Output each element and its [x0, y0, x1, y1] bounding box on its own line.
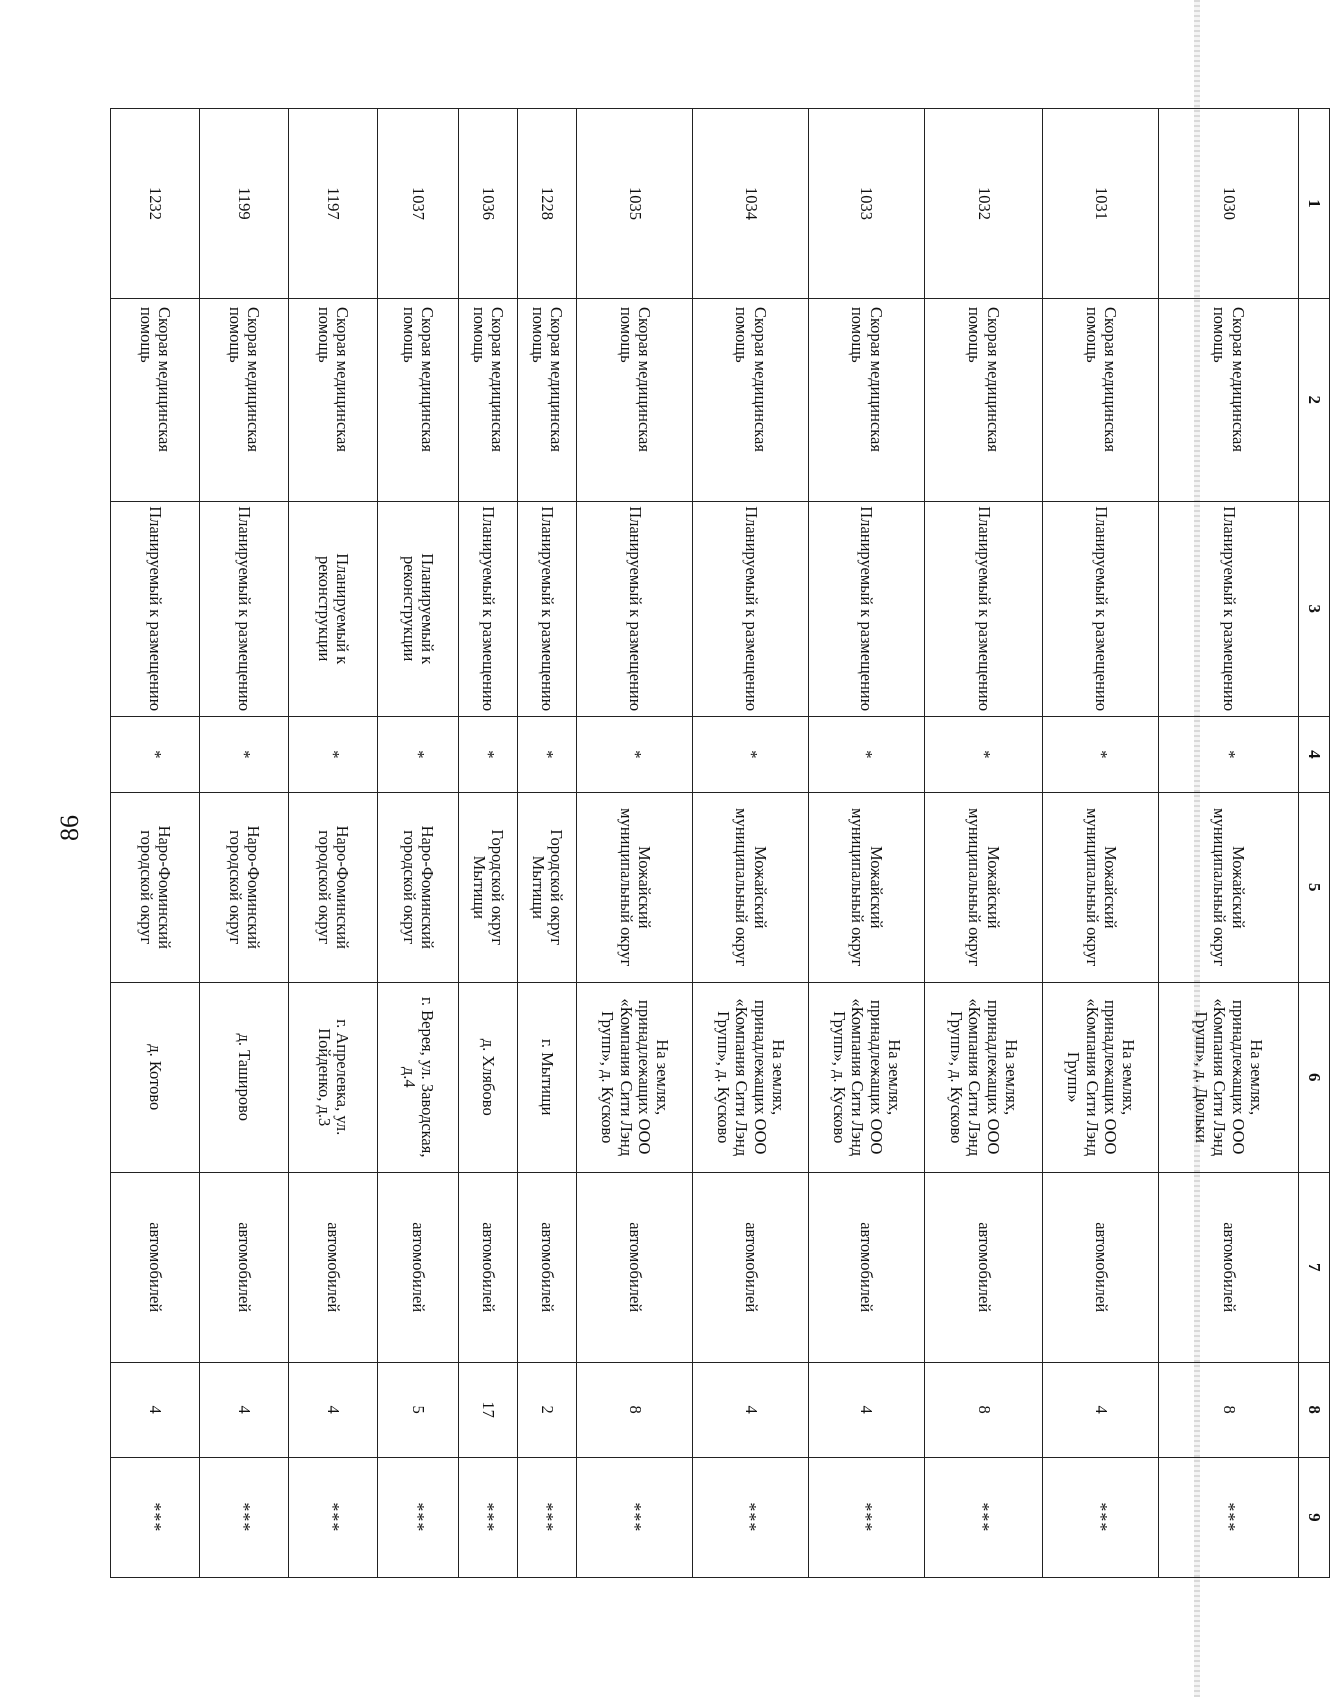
facility-type-cell: Скорая медицинская помощь [288, 298, 377, 501]
facilities-table [110, 108, 1330, 1578]
note-stars-cell: *** [577, 1457, 693, 1577]
municipality-cell: Наро-Фоминский городской округ [288, 792, 377, 982]
table-row [458, 109, 517, 1578]
header-cell-2: 2 [1299, 298, 1330, 501]
vehicle-count-cell: 4 [1043, 1362, 1159, 1457]
note-stars-cell: *** [692, 1457, 808, 1577]
row-number-cell: 1032 [924, 109, 1043, 299]
unit-cell: автомобилей [692, 1172, 808, 1362]
facility-status-cell: Планируемый к реконструкции [377, 501, 458, 716]
municipality-cell: Наро-Фоминский городской округ [199, 792, 288, 982]
municipality-cell: Можайский муниципальный округ [808, 792, 924, 982]
facility-type-cell: Скорая медицинская помощь [808, 298, 924, 501]
vehicle-count-cell: 4 [808, 1362, 924, 1457]
header-cell-6: 6 [1299, 982, 1330, 1172]
municipality-cell: Наро-Фоминский городской округ [111, 792, 200, 982]
note-stars-cell: *** [458, 1457, 517, 1577]
row-number-cell: 1036 [458, 109, 517, 299]
municipality-cell: Можайский муниципальный округ [1158, 792, 1298, 982]
note-stars-cell: *** [1043, 1457, 1159, 1577]
vehicle-count-cell: 8 [1158, 1362, 1298, 1457]
location-cell: На землях, принадлежащих ООО «Компания Сити Лэнд Групп», д. Кусково [808, 982, 924, 1172]
note-stars-cell: *** [288, 1457, 377, 1577]
note-stars-cell: *** [924, 1457, 1043, 1577]
vehicle-count-cell: 4 [111, 1362, 200, 1457]
municipality-cell: Можайский муниципальный округ [924, 792, 1043, 982]
municipality-cell: Наро-Фоминский городской округ [377, 792, 458, 982]
facility-status-cell: Планируемый к реконструкции [288, 501, 377, 716]
header-cell-7: 7 [1299, 1172, 1330, 1362]
table-row [517, 109, 576, 1578]
facility-type-cell: Скорая медицинская помощь [199, 298, 288, 501]
facility-status-cell: Планируемый к размещению [692, 501, 808, 716]
row-number-cell: 1034 [692, 109, 808, 299]
facility-status-cell: Планируемый к размещению [1043, 501, 1159, 716]
location-cell: г. Мытищи [517, 982, 576, 1172]
row-number-cell: 1199 [199, 109, 288, 299]
vehicle-count-cell: 5 [377, 1362, 458, 1457]
row-number-cell: 1037 [377, 109, 458, 299]
table-row [377, 109, 458, 1578]
table-row [288, 109, 377, 1578]
facility-status-cell: Планируемый к размещению [1158, 501, 1298, 716]
location-cell: д. Котово [111, 982, 200, 1172]
vehicle-count-cell: 4 [288, 1362, 377, 1457]
facility-type-cell: Скорая медицинская помощь [692, 298, 808, 501]
note-stars-cell: *** [1158, 1457, 1298, 1577]
municipality-cell: Можайский муниципальный округ [1043, 792, 1159, 982]
note-stars-cell: *** [808, 1457, 924, 1577]
municipality-cell: Городской округ Мытищи [458, 792, 517, 982]
vehicle-count-cell: 8 [924, 1362, 1043, 1457]
municipality-cell: Городской округ Мытищи [517, 792, 576, 982]
header-cell-4: 4 [1299, 716, 1330, 792]
header-cell-1: 1 [1299, 109, 1330, 299]
marker-cell: * [1043, 716, 1159, 792]
row-number-cell: 1197 [288, 109, 377, 299]
table-row [808, 109, 924, 1578]
location-cell: д. Таширово [199, 982, 288, 1172]
marker-cell: * [458, 716, 517, 792]
unit-cell: автомобилей [577, 1172, 693, 1362]
table-row [199, 109, 288, 1578]
row-number-cell: 1031 [1043, 109, 1159, 299]
facility-type-cell: Скорая медицинская помощь [377, 298, 458, 501]
facility-type-cell: Скорая медицинская помощь [111, 298, 200, 501]
marker-cell: * [577, 716, 693, 792]
vehicle-count-cell: 4 [199, 1362, 288, 1457]
unit-cell: автомобилей [924, 1172, 1043, 1362]
unit-cell: автомобилей [288, 1172, 377, 1362]
page-number: 86 [55, 815, 84, 841]
facility-type-cell: Скорая медицинская помощь [458, 298, 517, 501]
unit-cell: автомобилей [377, 1172, 458, 1362]
marker-cell: * [199, 716, 288, 792]
marker-cell: * [808, 716, 924, 792]
location-cell: На землях, принадлежащих ООО «Компания Сити Лэнд Групп», д. Дюльки [1158, 982, 1298, 1172]
facility-status-cell: Планируемый к размещению [199, 501, 288, 716]
location-cell: На землях, принадлежащих ООО «Компания Сити Лэнд Групп», д. Кусково [577, 982, 693, 1172]
table-row [1043, 109, 1159, 1578]
note-stars-cell: *** [199, 1457, 288, 1577]
facility-status-cell: Планируемый к размещению [111, 501, 200, 716]
header-row [1299, 109, 1330, 1578]
location-cell: На землях, принадлежащих ООО «Компания Сити Лэнд Групп» [1043, 982, 1159, 1172]
table-row [111, 109, 200, 1578]
row-number-cell: 1228 [517, 109, 576, 299]
facility-status-cell: Планируемый к размещению [924, 501, 1043, 716]
facility-type-cell: Скорая медицинская помощь [1043, 298, 1159, 501]
header-cell-5: 5 [1299, 792, 1330, 982]
unit-cell: автомобилей [111, 1172, 200, 1362]
unit-cell: автомобилей [1158, 1172, 1298, 1362]
vehicle-count-cell: 2 [517, 1362, 576, 1457]
header-cell-9: 9 [1299, 1457, 1330, 1577]
note-stars-cell: *** [111, 1457, 200, 1577]
location-cell: На землях, принадлежащих ООО «Компания Сити Лэнд Групп», д. Кусково [924, 982, 1043, 1172]
table-container [110, 108, 1330, 1578]
facility-type-cell: Скорая медицинская помощь [924, 298, 1043, 501]
marker-cell: * [517, 716, 576, 792]
table-row [924, 109, 1043, 1578]
location-cell: На землях, принадлежащих ООО «Компания Сити Лэнд Групп», д. Кусково [692, 982, 808, 1172]
vehicle-count-cell: 8 [577, 1362, 693, 1457]
marker-cell: * [288, 716, 377, 792]
facility-status-cell: Планируемый к размещению [458, 501, 517, 716]
municipality-cell: Можайский муниципальный округ [577, 792, 693, 982]
header-cell-8: 8 [1299, 1362, 1330, 1457]
unit-cell: автомобилей [517, 1172, 576, 1362]
facility-status-cell: Планируемый к размещению [808, 501, 924, 716]
table-row [577, 109, 693, 1578]
unit-cell: автомобилей [199, 1172, 288, 1362]
marker-cell: * [924, 716, 1043, 792]
note-stars-cell: *** [377, 1457, 458, 1577]
unit-cell: автомобилей [808, 1172, 924, 1362]
facility-type-cell: Скорая медицинская помощь [577, 298, 693, 501]
location-cell: г. Апрелевка, ул. Пойденко, д.3 [288, 982, 377, 1172]
table-row [1158, 109, 1298, 1578]
row-number-cell: 1035 [577, 109, 693, 299]
location-cell: г. Верея, ул. Заводская, д.4 [377, 982, 458, 1172]
marker-cell: * [1158, 716, 1298, 792]
facility-type-cell: Скорая медицинская помощь [517, 298, 576, 501]
vehicle-count-cell: 17 [458, 1362, 517, 1457]
facility-type-cell: Скорая медицинская помощь [1158, 298, 1298, 501]
marker-cell: * [692, 716, 808, 792]
marker-cell: * [111, 716, 200, 792]
facility-status-cell: Планируемый к размещению [577, 501, 693, 716]
unit-cell: автомобилей [1043, 1172, 1159, 1362]
note-stars-cell: *** [517, 1457, 576, 1577]
row-number-cell: 1030 [1158, 109, 1298, 299]
facility-status-cell: Планируемый к размещению [517, 501, 576, 716]
table-row [692, 109, 808, 1578]
row-number-cell: 1232 [111, 109, 200, 299]
header-cell-3: 3 [1299, 501, 1330, 716]
unit-cell: автомобилей [458, 1172, 517, 1362]
marker-cell: * [377, 716, 458, 792]
municipality-cell: Можайский муниципальный округ [692, 792, 808, 982]
row-number-cell: 1033 [808, 109, 924, 299]
vehicle-count-cell: 4 [692, 1362, 808, 1457]
location-cell: д. Хлябово [458, 982, 517, 1172]
